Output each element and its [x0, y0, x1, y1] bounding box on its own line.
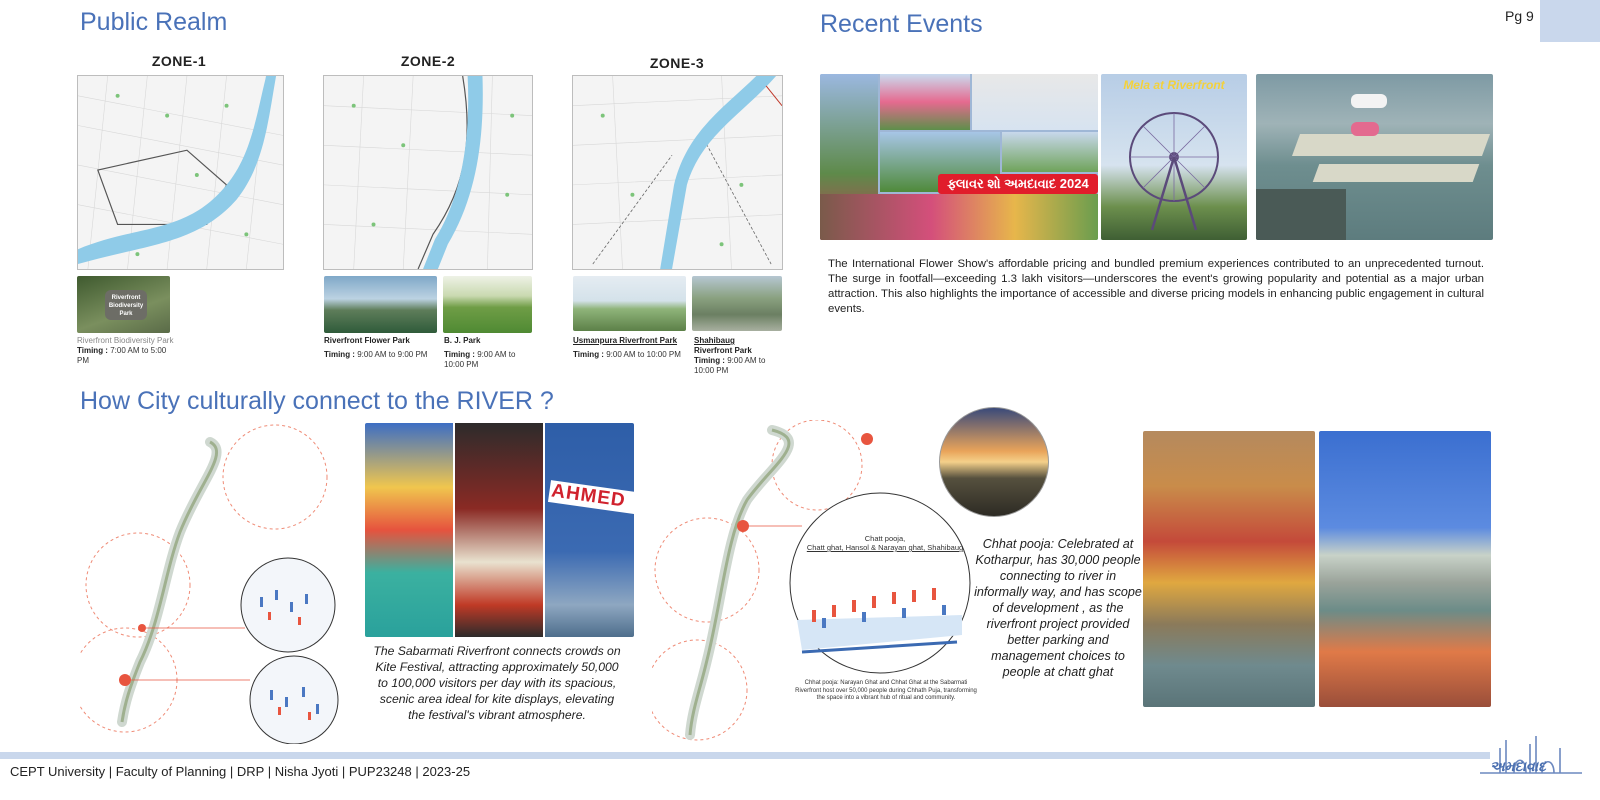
- flower-show-collage: [820, 74, 1098, 240]
- chhat-caption: Chhat pooja: Celebrated at Kotharpur, has 30,000 people connecting to river in informally way, and has scope of development , as the riverfront project provided better parking and management choices to people at chatt ghat: [974, 537, 1142, 679]
- park-signboard: Riverfront Biodiversity Park: [105, 290, 147, 320]
- logo-text: અમદાવાદ: [1490, 758, 1546, 774]
- chhat-bridge-crowd-photo: [1319, 431, 1491, 707]
- zone-1-map: [77, 75, 284, 270]
- mela-photo: [1101, 74, 1247, 240]
- chhat-ghat-crowd-photo: [1143, 431, 1315, 707]
- mela-title: Mela at Riverfront: [1123, 78, 1225, 92]
- shahibaug-park-photo: [692, 276, 782, 331]
- zone-3-title: ZONE-3: [649, 55, 705, 71]
- usmanpura-caption: Usmanpura Riverfront Park Timing : 9:00 AM to 10:00 PM: [573, 336, 681, 359]
- shahibaug-caption: Shahibaug Riverfront Park Timing : 9:00 AM to 10:00 PM: [694, 336, 766, 375]
- zone-2-map: [323, 75, 533, 270]
- chhat-sunset-photo: [939, 407, 1049, 517]
- flower-show-banner: ફ્લાવર શો અમદાવાદ 2024: [938, 174, 1098, 194]
- flower-show-description: The International Flower Show's affordable pricing and bundled premium experiences contributed to an unprecedented turnout. The surge in footfall—exceeding 1.3 lakh visitors—underscores the event's growing popularity and potential as a major urban attraction. This also highlights the importance of accessible and diverse pricing models in enhancing public engagement in cultural events.: [828, 258, 1484, 315]
- chatt-pooja-label: Chatt pooja, Chatt ghat, Hansol & Narayan ghat, Shahibaug: [806, 534, 964, 552]
- flower-park-photo: [324, 276, 437, 333]
- usmanpura-park-photo: [573, 276, 686, 331]
- footer-bar: [0, 752, 1490, 759]
- biodiversity-park-photo: [77, 276, 170, 333]
- biodiversity-caption: Riverfront Biodiversity Park Timing : 7:00 AM to 5:00 PM: [77, 336, 174, 365]
- zone-3-map: [572, 75, 783, 270]
- bj-park-photo: [443, 276, 532, 333]
- recent-events-heading: Recent Events: [820, 10, 983, 38]
- zone-2-title: ZONE-2: [400, 53, 456, 69]
- kite-festival-collage: [365, 423, 634, 637]
- kite-banner: AHMED: [548, 480, 634, 516]
- kite-festival-caption: The Sabarmati Riverfront connects crowds on Kite Festival, attracting approximately 50,000 to 100,000 visitors per day with its spacious, scenic area ideal for kite displays, elevating the festival's vibrant atmosphere.: [373, 644, 621, 722]
- ferris-wheel-icon: [1124, 102, 1224, 232]
- water-event-photo: [1256, 74, 1493, 240]
- public-realm-heading: Public Realm: [80, 8, 228, 36]
- ahmedabad-logo: [1470, 718, 1592, 794]
- page-number: Pg 9: [1505, 8, 1534, 24]
- kite-river-diagram: [80, 422, 342, 744]
- bj-park-caption: B. J. Park Timing : 9:00 AM to 10:00 PM: [444, 336, 516, 369]
- chhat-small-caption: Chhat pooja: Narayan Ghat and Chhat Ghat at the Sabarmati Riverfront host over 50,000 people during Chhath Puja, transforming the space into a vibrant hub of ritual and community.: [795, 680, 977, 701]
- cultural-heading: How City culturally connect to the RIVER ?: [80, 387, 554, 415]
- flower-park-caption: Riverfront Flower Park Timing : 9:00 AM to 9:00 PM: [324, 336, 428, 359]
- footer-text: CEPT University | Faculty of Planning | DRP | Nisha Jyoti | PUP23248 | 2023-25: [10, 764, 471, 779]
- zone-1-title: ZONE-1: [151, 53, 207, 69]
- corner-tab: [1540, 0, 1600, 42]
- skyline-icon: [1470, 718, 1592, 794]
